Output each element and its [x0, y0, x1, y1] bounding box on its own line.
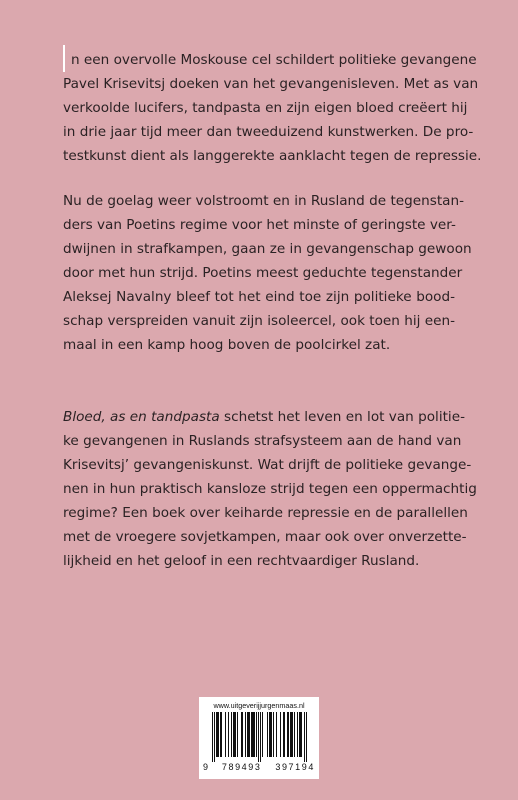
isbn-first-digit: 9 [203, 762, 209, 772]
paragraph-intro-line-1 [63, 45, 477, 72]
paragraph-goelag-line-4: door met hun strijd. Poetins meest geduchte tegenstander [63, 265, 463, 281]
barcode-bar [306, 712, 307, 762]
paragraph-intro-line-4: in drie jaar tijd meer dan tweeduizend kunstwerken. De pro- [63, 124, 474, 140]
paragraph-goelag-line-7: maal in een kamp hoog boven de poolcirkel zat. [63, 337, 391, 353]
barcode-bar [304, 712, 305, 762]
barcode-bar [234, 712, 235, 757]
barcode-bar [252, 712, 253, 757]
barcode-bar [270, 712, 271, 757]
barcode-bar [300, 712, 301, 757]
paragraph-goelag [63, 189, 472, 357]
barcode-bar [249, 712, 250, 757]
barcode-bar [291, 712, 292, 757]
barcode-bar [297, 712, 298, 757]
barcode-bar [218, 712, 219, 757]
paragraph-book-line-3: Krisevitsj’ gevangeniskunst. Wat drijft de politieke gevange- [63, 457, 472, 473]
barcode-bar [280, 712, 281, 757]
paragraph-goelag-line-1: Nu de goelag weer volstroomt en in Rusland de tegenstan- [63, 193, 465, 209]
barcode-bar [245, 712, 246, 757]
paragraph-goelag-line-6: schap verspreiden vanuit zijn isoleercel, ook toen hij een- [63, 313, 455, 329]
barcode-bar [233, 712, 234, 757]
paragraph-goelag-line-2: ders van Poetins regime voor het minste of geringste ver- [63, 217, 456, 233]
paragraph-book-line-5: regime? Een boek over keiharde repressie en de parallellen [63, 505, 468, 521]
barcode-bar [273, 712, 274, 757]
barcode-bar [221, 712, 222, 757]
barcode-bar [256, 712, 257, 757]
barcode-bar [247, 712, 248, 757]
barcode-bar [216, 712, 217, 757]
barcode-bar [276, 712, 277, 757]
barcode-bar [214, 712, 215, 762]
barcode-bar [248, 712, 249, 757]
paragraph-intro-line-5: testkunst dient als langgerekte aanklacht tegen de repressie. [63, 148, 482, 164]
barcode-bar [258, 712, 259, 762]
barcode-bar [237, 712, 238, 757]
paragraph-book-line-7: lijkheid en het geloof in een rechtvaardiger Rusland. [63, 553, 420, 569]
paragraph-intro [63, 45, 482, 168]
barcode-bar [287, 712, 288, 757]
paragraph-book-line-2: ke gevangenen in Ruslands strafsysteem aan de hand van [63, 433, 462, 449]
barcode-bar [254, 712, 255, 757]
barcode-bar [241, 712, 242, 757]
drop-initial [63, 45, 65, 72]
barcode-bar [253, 712, 254, 757]
paragraph-book-line-1 [63, 405, 465, 429]
barcode-bar [267, 712, 268, 757]
barcode-label [199, 697, 319, 779]
barcode-bar [269, 712, 270, 757]
paragraph-book-line-1-text: schetst het leven en lot van politie- [219, 409, 465, 425]
paragraph-goelag-line-3: dwijnen in strafkampen, gaan ze in gevangenschap gewoon [63, 241, 472, 257]
barcode-bar [220, 712, 221, 757]
barcode-bar [301, 712, 302, 757]
barcode-bar [294, 712, 295, 757]
publisher-url: www.uitgeverijjurgenmaas.nl [213, 701, 305, 710]
isbn-group-right: 397194 [275, 762, 315, 772]
barcode-bar [235, 712, 236, 757]
barcode-bar [288, 712, 289, 757]
paragraph-intro-line-1-text: n een overvolle Moskouse cel schildert politieke gevangene [71, 52, 477, 68]
barcode-bar [292, 712, 293, 757]
barcode-bar [290, 712, 291, 757]
barcode-bar [231, 712, 232, 757]
barcode-bar [251, 712, 252, 757]
paragraph-goelag-line-5: Aleksej Navalny bleef tot het eind toe zijn politieke bood- [63, 289, 455, 305]
barcode-bar [271, 712, 272, 757]
barcode-bar [260, 712, 261, 762]
paragraph-intro-line-3: verkoolde lucifers, tandpasta en zijn eigen bloed creëert hij [63, 100, 468, 116]
book-title: Bloed, as en tandpasta [63, 409, 220, 425]
paragraph-book-line-4: nen in hun praktisch kansloze strijd tegen een oppermachtig [63, 481, 477, 497]
barcode-bar [262, 712, 263, 757]
barcode-bar [299, 712, 300, 757]
barcode-bar [228, 712, 229, 757]
isbn-number [203, 762, 315, 772]
barcode-bar [212, 712, 213, 762]
barcode-bar [242, 712, 243, 757]
barcode-bar [284, 712, 285, 757]
paragraph-intro-line-2: Pavel Krisevitsj doeken van het gevangenisleven. Met as van [63, 76, 479, 92]
barcode-bar [283, 712, 284, 757]
paragraph-book-line-6: met de vroegere sovjetkampen, maar ook over onverzette- [63, 529, 467, 545]
isbn-group-left: 789493 [221, 762, 262, 772]
isbn-barcode [203, 712, 315, 762]
paragraph-book [63, 405, 477, 573]
barcode-bar [225, 712, 226, 757]
barcode-bar [217, 712, 218, 757]
